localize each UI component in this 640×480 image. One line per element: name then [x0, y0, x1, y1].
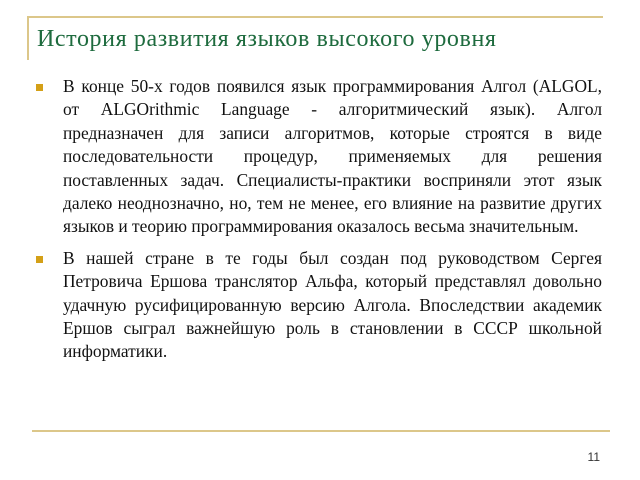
- square-bullet-icon: [36, 84, 43, 91]
- bullet-list: [36, 75, 602, 372]
- square-bullet-icon: [36, 256, 43, 263]
- slide-title: История развития языков высокого уровня: [37, 26, 497, 52]
- bottom-decorative-rule: [32, 430, 610, 432]
- bullet-item-alpha: [36, 247, 602, 364]
- page-number: 11: [587, 450, 600, 464]
- left-decorative-rule: [27, 16, 29, 60]
- top-decorative-rule: [27, 16, 603, 18]
- bullet-text: В конце 50-х годов появился язык программирования Алгол (ALGOL, от ALGOrithmic Language - алгоритмический язык). Алгол предназначен для записи алгоритмов, которые строятся в виде последовательности процедур, применяемых для решения поставленных задач. Специалисты-практики восприняли этот язык далеко неоднозначно, но, тем не менее, его влияние на развитие других языков и теорию программирования оказалось весьма значительным.: [63, 76, 602, 237]
- bullet-item-algol: [36, 75, 602, 239]
- bullet-text: В нашей стране в те годы был создан под руководством Сергея Петровича Ершова транслятор Альфа, который представлял довольно удачную русифицированную версию Алгола. Впоследствии академик Ершов сыграл важнейшую роль в становлении в СССР школьной информатики.: [63, 247, 602, 362]
